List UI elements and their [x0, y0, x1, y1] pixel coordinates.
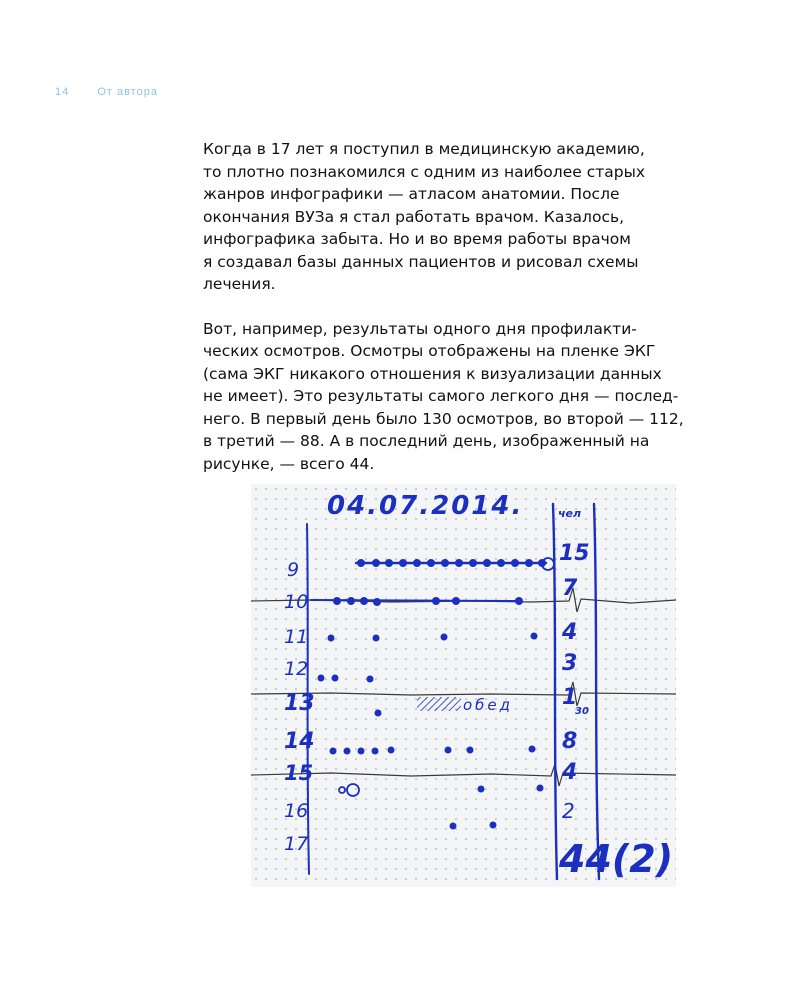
- dot: [358, 748, 365, 755]
- dot: [432, 597, 440, 605]
- dot: [483, 559, 491, 567]
- count-label: 3: [562, 651, 578, 676]
- text-line: то плотно познакомился с одним из наиболее старых: [203, 162, 645, 181]
- dot: [450, 823, 457, 830]
- dot: [529, 746, 536, 753]
- dot: [367, 676, 374, 683]
- hour-label: 15: [284, 761, 314, 785]
- hour-label: 14: [284, 729, 315, 754]
- minutes-note: 30: [575, 706, 589, 717]
- ecg-sketch-photo: [251, 484, 676, 887]
- dot: [372, 748, 379, 755]
- dot: [385, 559, 393, 567]
- count-label: 8: [562, 729, 578, 754]
- text-line: него. В первый день было 130 осмотров, во второй — 112,: [203, 409, 684, 428]
- sketch-date: 04.07.2014.: [327, 491, 524, 521]
- text-line: не имеет). Это результаты самого легкого дня — послед-: [203, 387, 679, 405]
- hour-label: 12: [284, 658, 309, 680]
- count-label: 7: [562, 576, 578, 601]
- dot: [347, 597, 355, 605]
- count-label: 4: [562, 760, 578, 785]
- dot: [531, 633, 538, 640]
- text-line: (сама ЭКГ никакого отношения к визуализации данных: [203, 364, 662, 383]
- dot: [373, 635, 380, 642]
- text-line: лечения.: [203, 275, 276, 293]
- dot: [318, 675, 325, 682]
- dot-row-10: [311, 600, 521, 601]
- dot: [469, 559, 477, 567]
- text-line: жанров инфографики — атласом анатомии. После: [203, 185, 620, 203]
- dot: [452, 597, 460, 605]
- text-line: окончания ВУЗа я стал работать врачом. Казалось,: [203, 207, 625, 226]
- count-label: 4: [562, 620, 578, 645]
- dot: [445, 747, 452, 754]
- hour-label: 17: [284, 833, 309, 855]
- dot-grid: [251, 484, 676, 887]
- dot: [372, 559, 380, 567]
- dot: [332, 675, 339, 682]
- hour-label: 13: [284, 691, 315, 716]
- dot: [330, 748, 337, 755]
- text-line: Когда в 17 лет я поступил в медицинскую академию,: [203, 140, 645, 158]
- count-label: 1: [562, 685, 578, 710]
- body-text: [203, 138, 743, 497]
- dot: [333, 597, 341, 605]
- total-count: 44(2): [559, 837, 674, 881]
- dot: [344, 748, 351, 755]
- text-line: инфографика забыта. Но и во время работы врачом: [203, 230, 631, 248]
- text-line: ческих осмотров. Осмотры отображены на пленке ЭКГ: [203, 342, 656, 360]
- dot: [497, 559, 505, 567]
- text-line: я создавал базы данных пациентов и рисовал схемы: [203, 252, 639, 271]
- paragraph-1: [203, 138, 743, 296]
- dot: [511, 559, 519, 567]
- dot: [525, 559, 533, 567]
- count-label: 15: [559, 541, 590, 566]
- dot: [455, 559, 463, 567]
- dot: [357, 559, 365, 567]
- dot: [441, 559, 449, 567]
- dot: [537, 785, 544, 792]
- hour-label: 16: [284, 800, 309, 822]
- dot: [399, 559, 407, 567]
- dot: [360, 597, 368, 605]
- dot: [413, 559, 421, 567]
- section-title: От автора: [97, 86, 158, 98]
- hour-label: 11: [284, 626, 309, 648]
- text-line: в третий — 88. А в последний день, изображенный на: [203, 432, 650, 450]
- hour-label: 10: [284, 591, 309, 613]
- dot: [515, 597, 523, 605]
- dot: [375, 710, 382, 717]
- text-line: Вот, например, результаты одного дня профилакти-: [203, 319, 637, 338]
- dot: [427, 559, 435, 567]
- dot: [388, 747, 395, 754]
- page-number: 14: [55, 86, 70, 98]
- page-header: [55, 86, 158, 98]
- dot: [441, 634, 448, 641]
- dot: [467, 747, 474, 754]
- paragraph-2: [203, 318, 743, 476]
- dot: [373, 598, 381, 606]
- count-label: 2: [562, 799, 575, 823]
- dot: [478, 786, 485, 793]
- dot: [328, 635, 335, 642]
- lunch-label: обед: [463, 696, 514, 714]
- hour-label: 9: [287, 559, 300, 581]
- dot: [490, 822, 497, 829]
- lunch-hatch: [417, 697, 461, 711]
- people-column-header: чел: [558, 507, 582, 520]
- text-line: рисунке, — всего 44.: [203, 454, 375, 473]
